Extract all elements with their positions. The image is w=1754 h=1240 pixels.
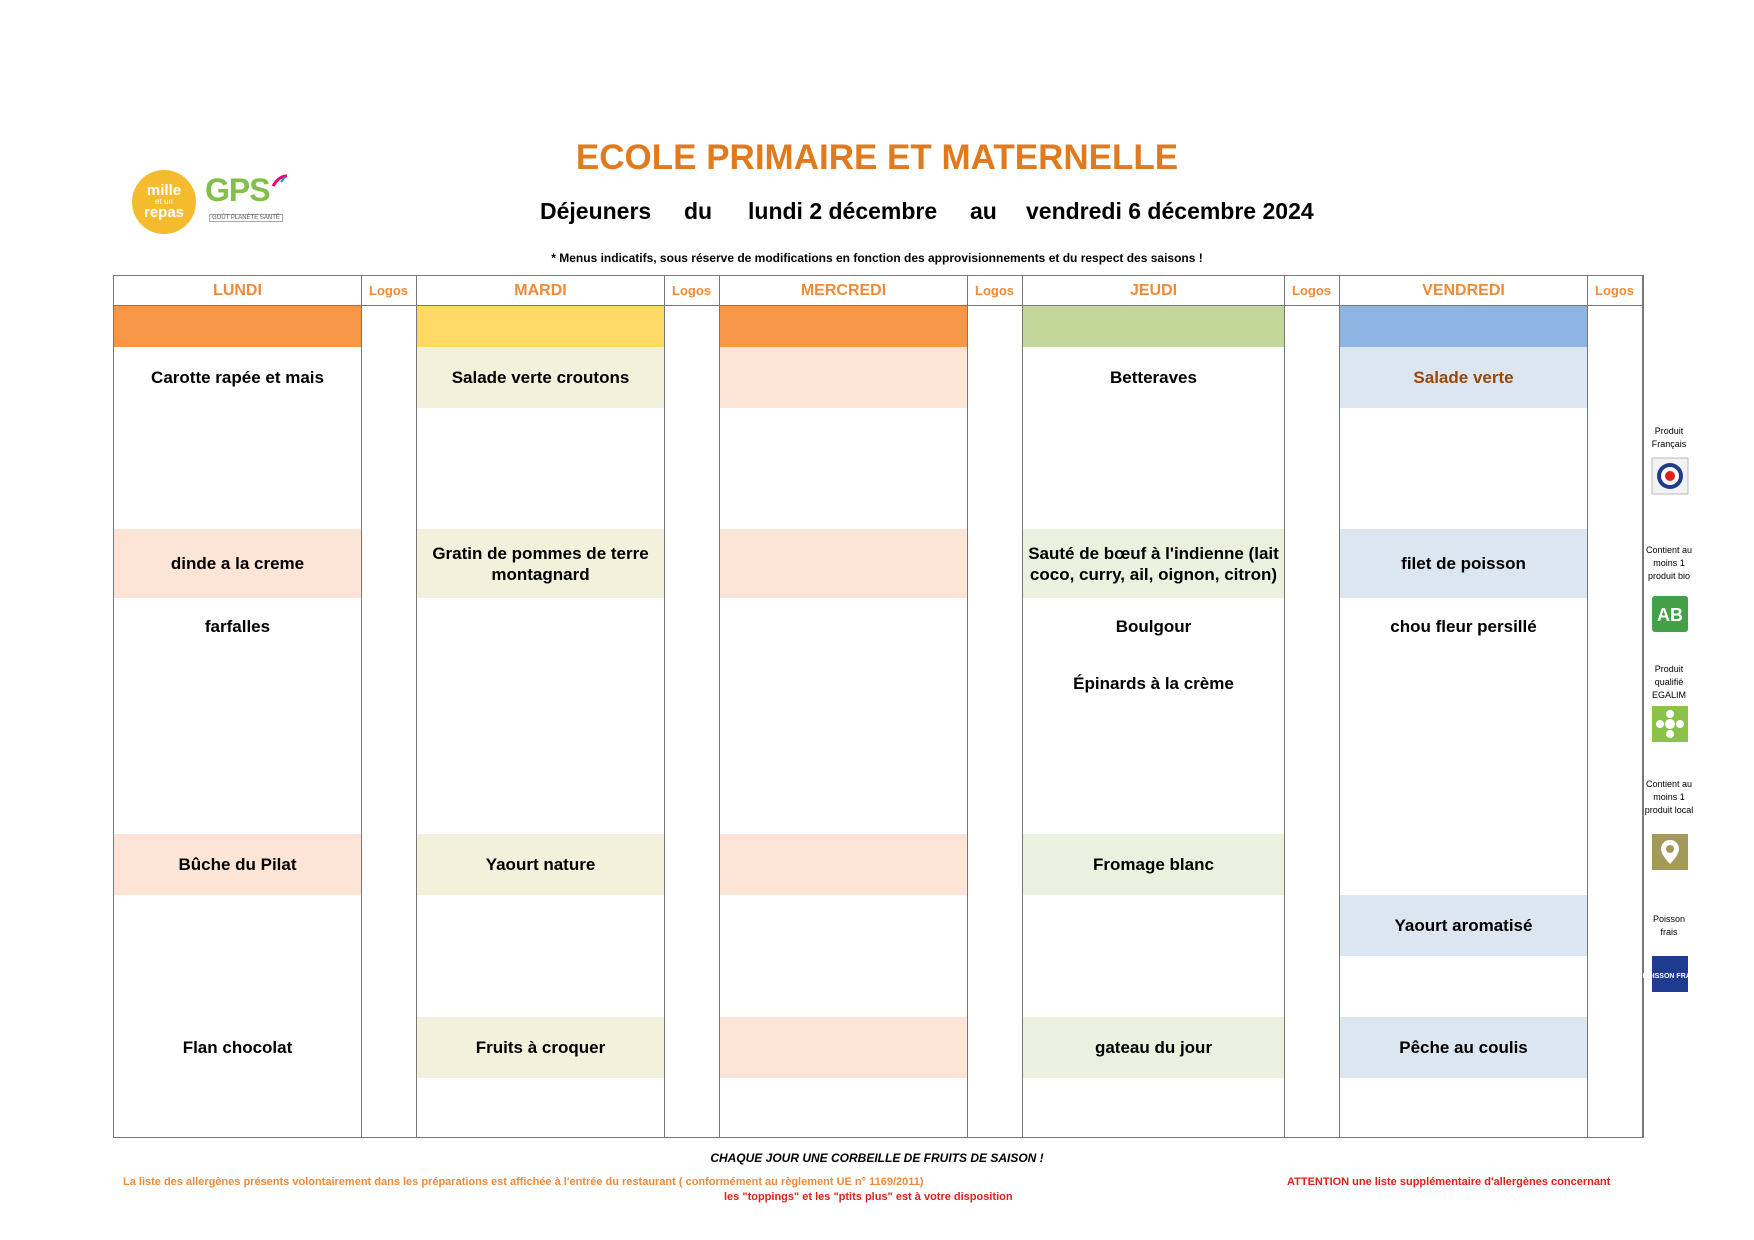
menu-item-laitier: Yaourt aromatisé bbox=[1394, 916, 1533, 935]
column-divider bbox=[1642, 276, 1643, 1137]
french-product-icon bbox=[1652, 458, 1688, 494]
menu-item-accomp bbox=[720, 598, 967, 654]
menu-item-laitier: Fromage blanc bbox=[1093, 855, 1214, 874]
menu-item-accomp2 bbox=[114, 654, 361, 712]
dejeuners-label: Déjeuners bbox=[540, 198, 652, 224]
day-color-band bbox=[1340, 306, 1587, 347]
logo-mille-line3: repas bbox=[143, 204, 185, 221]
menu-item-entree: Salade verte bbox=[1413, 368, 1514, 387]
organic-ab-icon bbox=[1652, 596, 1688, 632]
day-header-jeudi: JEUDI bbox=[1023, 276, 1284, 306]
column-divider bbox=[967, 276, 968, 1137]
menu-item-dessert: Pêche au coulis bbox=[1399, 1038, 1528, 1057]
logo-mille-line2: et un bbox=[155, 197, 173, 206]
day-color-band bbox=[114, 306, 361, 347]
day-color-band bbox=[1023, 306, 1284, 347]
fresh-fish-text: POISSON FRAIS bbox=[1642, 973, 1698, 980]
menu-item-dessert: gateau du jour bbox=[1094, 1038, 1213, 1057]
logos-header: Logos bbox=[1284, 276, 1339, 306]
logos-header: Logos bbox=[967, 276, 1022, 306]
menu-item-plat: filet de poisson bbox=[1401, 554, 1526, 573]
page-title: ECOLE PRIMAIRE ET MATERNELLE bbox=[575, 138, 1179, 177]
logos-header: Logos bbox=[361, 276, 416, 306]
menu-item-accomp2 bbox=[1340, 654, 1587, 712]
menu-disclaimer: * Menus indicatifs, sous réserve de modifications en fonction des approvisionnements et du respect des saisons ! bbox=[551, 251, 1203, 265]
logos-header: Logos bbox=[664, 276, 719, 306]
legend-label: Contient au moins 1 produit local bbox=[1644, 779, 1694, 815]
day-header-mercredi: MERCREDI bbox=[720, 276, 967, 306]
menu-item-accomp2: Épinards à la crème bbox=[1073, 673, 1234, 693]
gps-logo-text: GPS bbox=[205, 172, 270, 208]
menu-item-dessert: Fruits à croquer bbox=[475, 1038, 606, 1057]
menu-item-accomp: farfalles bbox=[204, 616, 271, 636]
menu-item-entree bbox=[720, 347, 967, 408]
legend-label: Contient au moins 1 produit bio bbox=[1645, 545, 1693, 581]
day-header-vendredi: VENDREDI bbox=[1340, 276, 1587, 306]
menu-item-accomp: Boulgour bbox=[1115, 616, 1192, 636]
allergens-note: La liste des allergènes présents volontairement dans les préparations est affichée à l'entrée du restaurant ( conformément au règlement UE n° 1169/2011) bbox=[123, 1176, 924, 1188]
legend-label: Produit qualifié EGALIM bbox=[1651, 664, 1686, 700]
menu-item-entree: Carotte rapée et mais bbox=[151, 368, 324, 387]
menu-item-accomp: chou fleur persillé bbox=[1390, 616, 1537, 636]
column-divider bbox=[664, 276, 665, 1137]
egalim-icon bbox=[1652, 706, 1688, 742]
column-divider bbox=[1284, 276, 1285, 1137]
menu-item-entree: Betteraves bbox=[1110, 368, 1197, 387]
attention-note: ATTENTION une liste supplémentaire d'allergènes concernant bbox=[1287, 1176, 1611, 1188]
menu-item-laitier bbox=[720, 834, 967, 895]
menu-item-dessert bbox=[720, 1017, 967, 1078]
menu-item-plat bbox=[720, 529, 967, 598]
menu-item-accomp2 bbox=[720, 654, 967, 712]
column-divider bbox=[1587, 276, 1588, 1137]
legend-label: Poisson frais bbox=[1652, 914, 1686, 937]
logo-mille-line1: mille bbox=[146, 182, 182, 199]
legend-label: Produit Français bbox=[1651, 426, 1687, 449]
mille-et-un-repas-logo bbox=[132, 170, 196, 234]
day-color-band bbox=[720, 306, 967, 347]
day-header-mardi: MARDI bbox=[417, 276, 664, 306]
day-header-lundi: LUNDI bbox=[114, 276, 361, 306]
menu-item-laitier: Bûche du Pilat bbox=[178, 855, 297, 874]
du-label: du bbox=[684, 198, 713, 224]
column-divider bbox=[361, 276, 362, 1137]
au-label: au bbox=[970, 198, 997, 224]
menu-item-accomp2 bbox=[417, 654, 664, 712]
menu-item-dessert: Flan chocolat bbox=[182, 1038, 293, 1057]
menu-item-laitier: Yaourt nature bbox=[485, 855, 596, 874]
menu-table bbox=[113, 275, 1644, 1138]
menu-item-plat: Sauté de bœuf à l'indienne (lait coco, curry, ail, oignon, citron) bbox=[1028, 543, 1279, 584]
menu-item-plat: dinde a la creme bbox=[170, 554, 305, 573]
gps-logo-sub: GOÛT PLANÈTE SANTÉ bbox=[209, 214, 283, 222]
gps-logo bbox=[205, 172, 293, 226]
organic-ab-text: AB bbox=[1657, 605, 1683, 625]
fresh-fish-icon bbox=[1642, 956, 1698, 992]
toppings-note: les "toppings" et les "ptits plus" est à votre disposition bbox=[724, 1191, 1013, 1203]
logos-header: Logos bbox=[1587, 276, 1642, 306]
menu-item-accomp bbox=[417, 598, 664, 654]
local-pin-icon bbox=[1652, 834, 1688, 870]
date-from: lundi 2 décembre bbox=[748, 198, 938, 224]
menu-item-entree: Salade verte croutons bbox=[451, 368, 630, 387]
date-to: vendredi 6 décembre 2024 bbox=[1026, 198, 1314, 224]
fruits-note: CHAQUE JOUR UNE CORBEILLE DE FRUITS DE SAISON ! bbox=[710, 1151, 1044, 1165]
day-color-band bbox=[417, 306, 664, 347]
menu-item-plat: Gratin de pommes de terre montagnard bbox=[432, 543, 649, 584]
